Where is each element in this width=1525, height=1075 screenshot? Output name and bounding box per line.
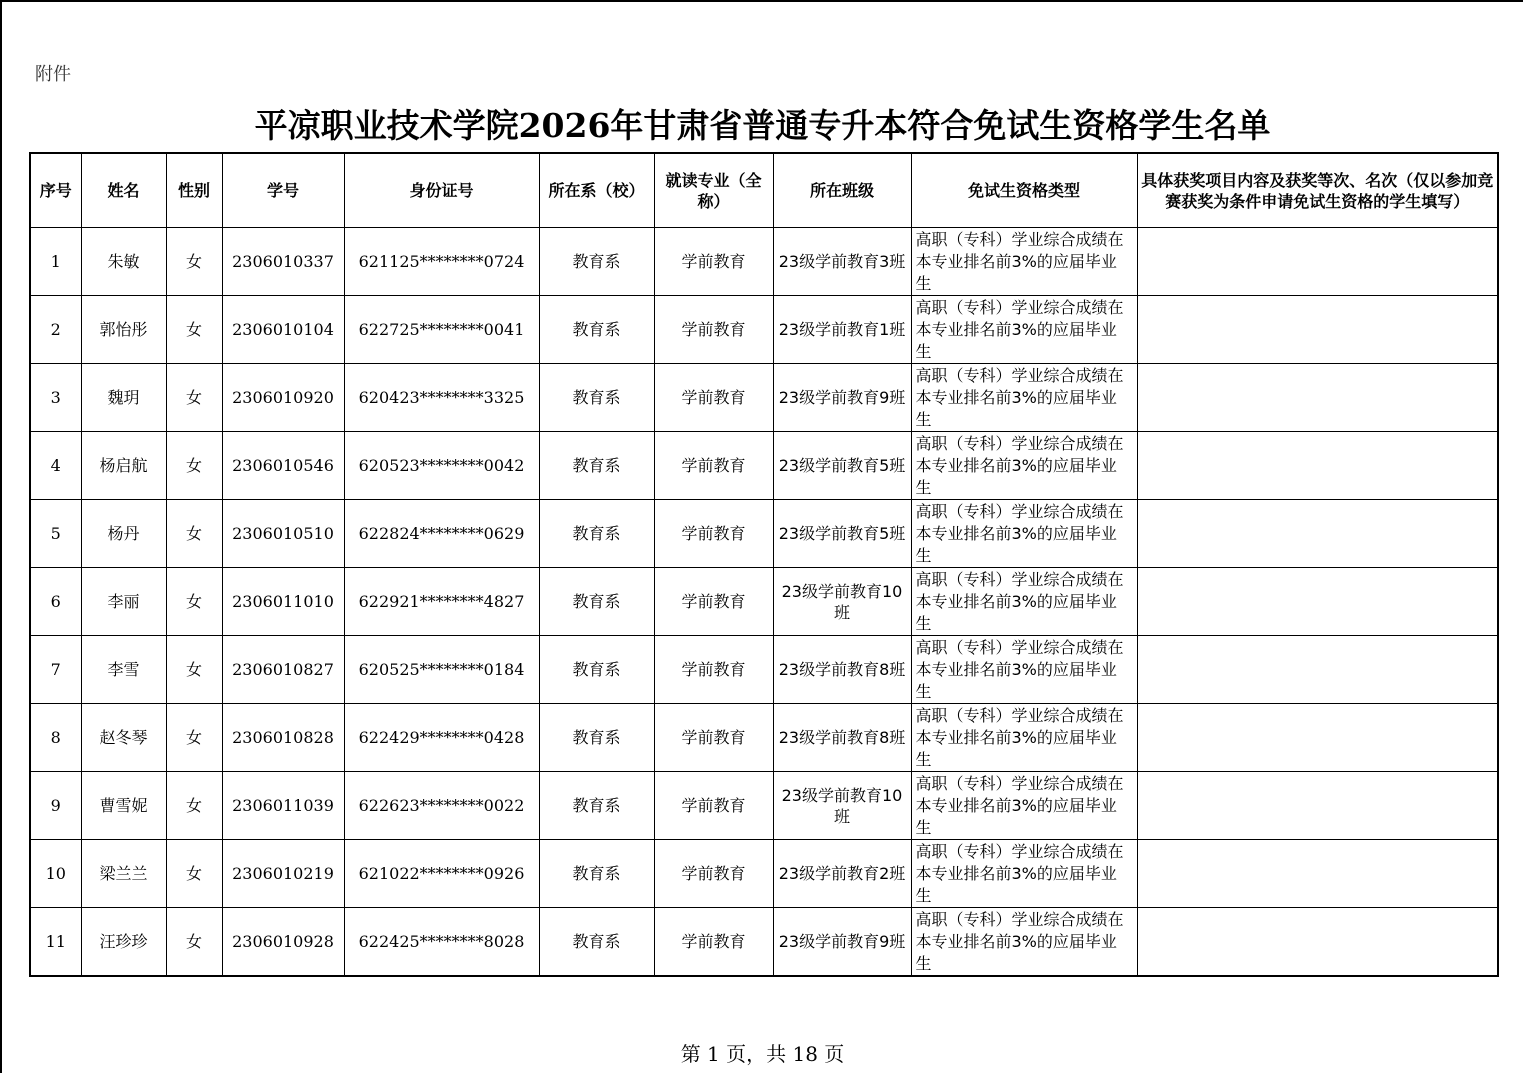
cell-qualification-type: 高职（专科）学业综合成绩在本专业排名前3%的应届毕业生	[911, 908, 1137, 977]
cell-department: 教育系	[539, 704, 654, 772]
cell-name: 杨启航	[81, 432, 166, 500]
table-row	[30, 228, 1498, 296]
page-indicator: 第 1 页，共 18 页	[680, 1042, 845, 1066]
cell-id-card: 622824********0629	[344, 500, 539, 568]
cell-name: 魏玥	[81, 364, 166, 432]
header-gender: 性别	[166, 153, 222, 228]
cell-awards	[1137, 568, 1498, 636]
cell-seq: 9	[30, 772, 81, 840]
cell-id-card: 622425********8028	[344, 908, 539, 977]
cell-awards	[1137, 636, 1498, 704]
cell-seq: 3	[30, 364, 81, 432]
cell-class: 23级学前教育2班	[773, 840, 911, 908]
table-row	[30, 704, 1498, 772]
cell-qualification-type: 高职（专科）学业综合成绩在本专业排名前3%的应届毕业生	[911, 772, 1137, 840]
cell-major: 学前教育	[654, 296, 773, 364]
attachment-label: 附件	[35, 64, 71, 85]
table-row	[30, 500, 1498, 568]
cell-qualification-type: 高职（专科）学业综合成绩在本专业排名前3%的应届毕业生	[911, 364, 1137, 432]
cell-department: 教育系	[539, 840, 654, 908]
cell-major: 学前教育	[654, 704, 773, 772]
cell-student-id: 2306010219	[222, 840, 344, 908]
cell-class: 23级学前教育10班	[773, 772, 911, 840]
cell-gender: 女	[166, 840, 222, 908]
cell-qualification-type: 高职（专科）学业综合成绩在本专业排名前3%的应届毕业生	[911, 840, 1137, 908]
header-student-id: 学号	[222, 153, 344, 228]
table-row	[30, 840, 1498, 908]
cell-id-card: 620523********0042	[344, 432, 539, 500]
cell-class: 23级学前教育8班	[773, 636, 911, 704]
table-row	[30, 636, 1498, 704]
cell-name: 郭怡彤	[81, 296, 166, 364]
cell-awards	[1137, 772, 1498, 840]
cell-class: 23级学前教育9班	[773, 364, 911, 432]
cell-awards	[1137, 432, 1498, 500]
cell-department: 教育系	[539, 296, 654, 364]
table-row	[30, 568, 1498, 636]
cell-student-id: 2306010104	[222, 296, 344, 364]
cell-student-id: 2306010828	[222, 704, 344, 772]
cell-gender: 女	[166, 228, 222, 296]
cell-department: 教育系	[539, 228, 654, 296]
cell-student-id: 2306010920	[222, 364, 344, 432]
table-body	[30, 228, 1498, 977]
student-roster-table	[29, 152, 1499, 977]
cell-qualification-type: 高职（专科）学业综合成绩在本专业排名前3%的应届毕业生	[911, 296, 1137, 364]
cell-gender: 女	[166, 636, 222, 704]
cell-awards	[1137, 704, 1498, 772]
cell-gender: 女	[166, 704, 222, 772]
cell-qualification-type: 高职（专科）学业综合成绩在本专业排名前3%的应届毕业生	[911, 568, 1137, 636]
cell-gender: 女	[166, 296, 222, 364]
header-name: 姓名	[81, 153, 166, 228]
cell-gender: 女	[166, 568, 222, 636]
cell-name: 李丽	[81, 568, 166, 636]
cell-name: 赵冬琴	[81, 704, 166, 772]
header-qualification-type: 免试生资格类型	[911, 153, 1137, 228]
cell-qualification-type: 高职（专科）学业综合成绩在本专业排名前3%的应届毕业生	[911, 636, 1137, 704]
header-class: 所在班级	[773, 153, 911, 228]
cell-seq: 7	[30, 636, 81, 704]
header-major: 就读专业（全称）	[654, 153, 773, 228]
cell-seq: 8	[30, 704, 81, 772]
table-row	[30, 772, 1498, 840]
cell-awards	[1137, 364, 1498, 432]
table-row	[30, 432, 1498, 500]
cell-name: 梁兰兰	[81, 840, 166, 908]
cell-qualification-type: 高职（专科）学业综合成绩在本专业排名前3%的应届毕业生	[911, 432, 1137, 500]
cell-department: 教育系	[539, 772, 654, 840]
header-seq: 序号	[30, 153, 81, 228]
table-row	[30, 908, 1498, 977]
cell-class: 23级学前教育8班	[773, 704, 911, 772]
cell-major: 学前教育	[654, 228, 773, 296]
cell-gender: 女	[166, 500, 222, 568]
cell-student-id: 2306010510	[222, 500, 344, 568]
cell-student-id: 2306010337	[222, 228, 344, 296]
cell-class: 23级学前教育5班	[773, 500, 911, 568]
cell-awards	[1137, 500, 1498, 568]
cell-awards	[1137, 296, 1498, 364]
cell-department: 教育系	[539, 908, 654, 977]
table-row	[30, 296, 1498, 364]
cell-major: 学前教育	[654, 432, 773, 500]
cell-student-id: 2306010827	[222, 636, 344, 704]
cell-name: 李雪	[81, 636, 166, 704]
cell-id-card: 622623********0022	[344, 772, 539, 840]
cell-gender: 女	[166, 432, 222, 500]
cell-major: 学前教育	[654, 364, 773, 432]
cell-gender: 女	[166, 772, 222, 840]
cell-id-card: 622725********0041	[344, 296, 539, 364]
cell-gender: 女	[166, 908, 222, 977]
table-row	[30, 364, 1498, 432]
cell-class: 23级学前教育5班	[773, 432, 911, 500]
cell-qualification-type: 高职（专科）学业综合成绩在本专业排名前3%的应届毕业生	[911, 500, 1137, 568]
table-header-row	[30, 153, 1498, 228]
cell-awards	[1137, 840, 1498, 908]
cell-department: 教育系	[539, 636, 654, 704]
cell-department: 教育系	[539, 568, 654, 636]
cell-id-card: 620525********0184	[344, 636, 539, 704]
cell-awards	[1137, 228, 1498, 296]
cell-seq: 11	[30, 908, 81, 977]
cell-gender: 女	[166, 364, 222, 432]
cell-major: 学前教育	[654, 568, 773, 636]
cell-name: 汪珍珍	[81, 908, 166, 977]
cell-major: 学前教育	[654, 840, 773, 908]
cell-student-id: 2306010546	[222, 432, 344, 500]
cell-id-card: 622429********0428	[344, 704, 539, 772]
cell-department: 教育系	[539, 432, 654, 500]
cell-qualification-type: 高职（专科）学业综合成绩在本专业排名前3%的应届毕业生	[911, 228, 1137, 296]
cell-qualification-type: 高职（专科）学业综合成绩在本专业排名前3%的应届毕业生	[911, 704, 1137, 772]
cell-major: 学前教育	[654, 636, 773, 704]
cell-name: 杨丹	[81, 500, 166, 568]
cell-major: 学前教育	[654, 908, 773, 977]
cell-id-card: 621022********0926	[344, 840, 539, 908]
cell-student-id: 2306011010	[222, 568, 344, 636]
cell-seq: 4	[30, 432, 81, 500]
cell-name: 朱敏	[81, 228, 166, 296]
cell-department: 教育系	[539, 500, 654, 568]
header-awards: 具体获奖项目内容及获奖等次、名次（仅以参加竞赛获奖为条件申请免试生资格的学生填写）	[1137, 153, 1498, 228]
cell-seq: 2	[30, 296, 81, 364]
cell-class: 23级学前教育3班	[773, 228, 911, 296]
cell-awards	[1137, 908, 1498, 977]
cell-class: 23级学前教育10班	[773, 568, 911, 636]
cell-name: 曹雪妮	[81, 772, 166, 840]
cell-seq: 1	[30, 228, 81, 296]
cell-class: 23级学前教育1班	[773, 296, 911, 364]
cell-class: 23级学前教育9班	[773, 908, 911, 977]
cell-major: 学前教育	[654, 772, 773, 840]
cell-id-card: 620423********3325	[344, 364, 539, 432]
cell-seq: 6	[30, 568, 81, 636]
cell-seq: 5	[30, 500, 81, 568]
cell-id-card: 621125********0724	[344, 228, 539, 296]
header-id-card: 身份证号	[344, 153, 539, 228]
header-department: 所在系（校）	[539, 153, 654, 228]
cell-major: 学前教育	[654, 500, 773, 568]
cell-seq: 10	[30, 840, 81, 908]
cell-student-id: 2306011039	[222, 772, 344, 840]
document-title: 平凉职业技术学院2026年甘肃省普通专升本符合免试生资格学生名单	[254, 106, 1271, 145]
cell-id-card: 622921********4827	[344, 568, 539, 636]
cell-department: 教育系	[539, 364, 654, 432]
cell-student-id: 2306010928	[222, 908, 344, 977]
